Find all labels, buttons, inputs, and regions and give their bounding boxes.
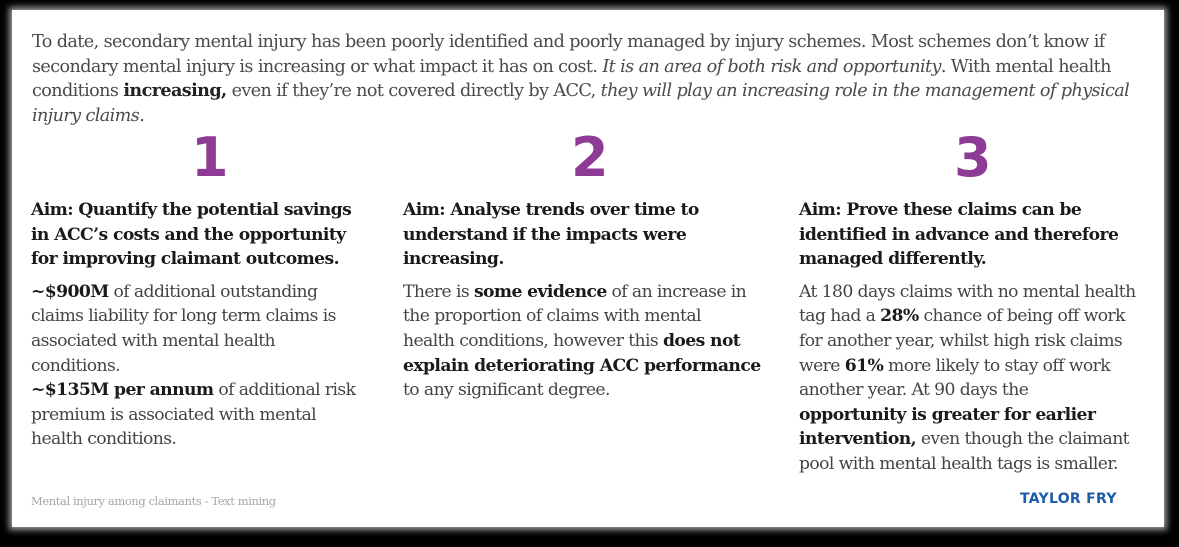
column-body: At 180 days claims with no mental health tag had a 28% chance of being off work for another year, whilst high risk claims were 61% more likely to stay off work another year. At 90 days the opportunity is greater for earlier intervention, even though the claimant pool with mental health tags is smaller. bbox=[799, 281, 1136, 474]
figure-900m: ~$900M bbox=[31, 281, 109, 302]
intro-bold: increasing, bbox=[123, 80, 227, 102]
aim-heading: Aim: Prove these claims can be identified in advance and therefore managed differently. bbox=[799, 200, 1119, 270]
slide bbox=[12, 10, 1164, 527]
figure-28-percent: 28% bbox=[880, 306, 919, 327]
column-3 bbox=[799, 128, 1159, 477]
aim-heading: Aim: Quantify the potential savings in ACC’s costs and the opportunity for improving claimant outcomes. bbox=[31, 200, 352, 270]
intro-line: To date, secondary mental injury has been poorly identified and poorly managed by injury schemes. Most schemes don’t know if bbox=[32, 32, 1105, 52]
bold-phrase: intervention, bbox=[799, 429, 916, 450]
bold-phrase: explain deteriorating ACC performance bbox=[403, 355, 761, 376]
column-number: 3 bbox=[954, 126, 992, 189]
intro-line: conditions increasing, even if they’re not covered directly by ACC, they will play an increasing role in the management of physical bbox=[32, 80, 1130, 102]
column-number: 1 bbox=[191, 126, 229, 189]
bold-phrase: some evidence bbox=[473, 281, 607, 302]
figure-61-percent: 61% bbox=[844, 355, 884, 376]
intro-paragraph bbox=[32, 30, 1132, 128]
column-1 bbox=[31, 128, 381, 452]
column-2 bbox=[403, 128, 785, 403]
intro-line: secondary mental injury is increasing or what impact it has on cost. It is an area of both risk and opportunity. With mental health bbox=[32, 56, 1111, 77]
bold-phrase: does not bbox=[662, 330, 741, 351]
taylor-fry-logo: TAYLOR FRY bbox=[1020, 491, 1117, 507]
column-body: There is some evidence of an increase in the proportion of claims with mental health conditions, however this does not explain deteriorating ACC performance to any significant degree. bbox=[403, 281, 761, 401]
intro-emphasis: they will play an increasing role in the management of physical bbox=[600, 81, 1130, 102]
intro-emphasis: injury claims. bbox=[32, 105, 145, 126]
column-body: ~$900M of additional outstanding claims liability for long term claims is associated with mental health conditions. ~$135M per annum of additional risk premium is associated with mental health conditions. bbox=[31, 281, 356, 450]
aim-heading: Aim: Analyse trends over time to understand if the impacts were increasing. bbox=[403, 200, 699, 270]
footer-caption: Mental injury among claimants - Text mining bbox=[31, 494, 276, 508]
intro-line bbox=[32, 104, 1132, 129]
column-number: 2 bbox=[571, 126, 609, 189]
figure-135m: ~$135M per annum bbox=[31, 380, 214, 401]
intro-emphasis: It is an area of both risk and opportunity bbox=[602, 56, 941, 77]
bold-phrase: opportunity is greater for earlier bbox=[799, 404, 1096, 425]
